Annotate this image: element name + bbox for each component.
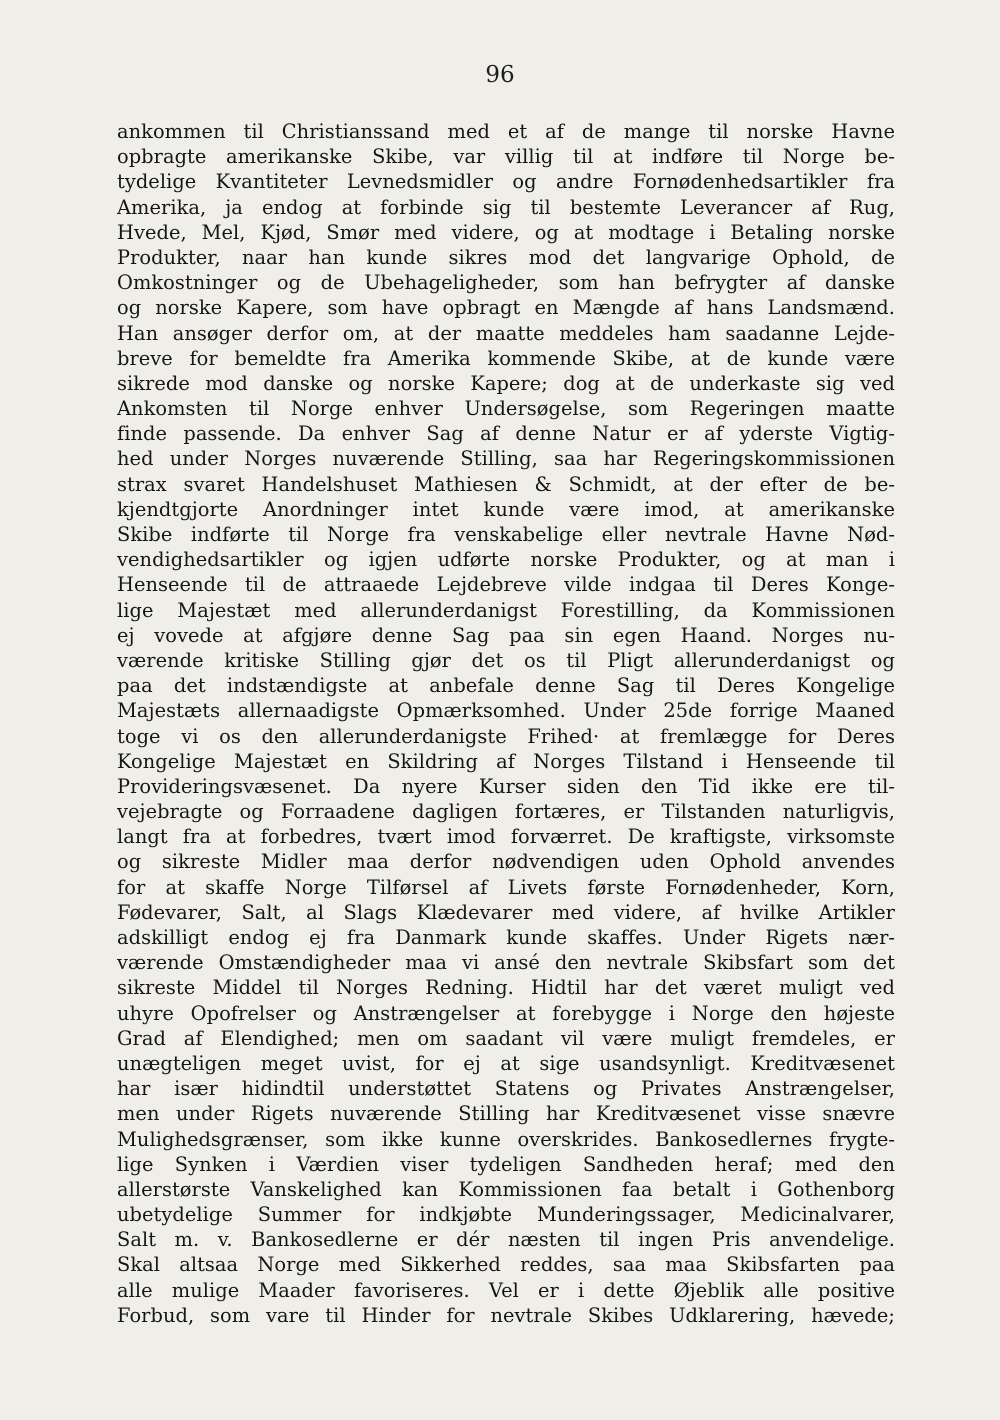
text-line: Skal altsaa Norge med Sikkerhed reddes, saa maa Skibsfarten paa: [117, 1253, 895, 1277]
text-line: finde passende. Da enhver Sag af denne Natur er af yderste Vigtig-: [117, 422, 895, 446]
text-line: Produkter, naar han kunde sikres mod det langvarige Ophold, de: [117, 245, 895, 269]
text-line: lige Majestæt med allerunderdanigst Forestilling, da Kommissionen: [117, 598, 895, 622]
text-line: Forbud, som vare til Hinder for nevtrale Skibes Udklarering, hævede;: [117, 1303, 895, 1327]
text-line: breve for bemeldte fra Amerika kommende Skibe, at de kunde være: [117, 346, 895, 370]
text-line: hed under Norges nuværende Stilling, saa har Regeringskommissionen: [117, 447, 895, 471]
text-line: Ankomsten til Norge enhver Undersøgelse, som Regeringen maatte: [117, 397, 895, 421]
text-line: adskilligt endog ej fra Danmark kunde skaffes. Under Rigets nær-: [117, 926, 895, 949]
text-line: ej vovede at afgjøre denne Sag paa sin egen Haand. Norges nu-: [117, 623, 895, 647]
text-line: Majestæts allernaadigste Opmærksomhed. Under 25de forrige Maaned: [117, 699, 895, 723]
text-line: Hvede, Mel, Kjød, Smør med videre, og at modtage i Betaling norske: [117, 220, 895, 244]
text-line: Kongelige Majestæt en Skildring af Norges Tilstand i Henseende til: [117, 749, 895, 773]
text-line: Omkostninger og de Ubehageligheder, som han befrygter af danske: [117, 271, 895, 295]
text-line: tydelige Kvantiteter Levnedsmidler og andre Fornødenhedsartikler fra: [117, 170, 895, 194]
text-line: Fødevarer, Salt, al Slags Klædevarer med videre, af hvilke Artikler: [117, 900, 895, 924]
text-line: Han ansøger derfor om, at der maatte meddeles ham saadanne Lejde-: [117, 321, 895, 345]
text-line: Amerika, ja endog at forbinde sig til bestemte Leverancer af Rug,: [117, 195, 895, 219]
text-line: ankommen til Christianssand med et af de mange til norske Havne: [117, 120, 895, 143]
text-line: Grad af Elendighed; men om saadant vil være muligt fremdeles, er: [117, 1026, 895, 1050]
text-line: værende kritiske Stilling gjør det os til Pligt allerunderdanigst og: [117, 648, 895, 672]
text-line: sikrede mod danske og norske Kapere; dog at de underkaste sig ved: [117, 371, 895, 395]
text-line: Mulighedsgrænser, som ikke kunne overskrides. Bankosedlernes frygte-: [117, 1127, 895, 1151]
text-line: Henseende til de attraaede Lejdebreve vilde indgaa til Deres Konge-: [117, 573, 895, 597]
page-number: 96: [485, 62, 515, 88]
text-line: har især hidindtil understøttet Statens og Privates Anstrængelser,: [117, 1077, 895, 1101]
text-line: allerstørste Vanskelighed kan Kommissionen faa betalt i Gothenborg: [117, 1177, 895, 1201]
text-line: Provideringsvæsenet. Da nyere Kurser siden den Tid ikke ere til-: [117, 774, 895, 798]
text-line: uhyre Opofrelser og Anstrængelser at forebygge i Norge den højeste: [117, 1001, 895, 1025]
text-line: sikreste Middel til Norges Redning. Hidtil har det været muligt ved: [117, 976, 895, 1000]
text-line: ubetydelige Summer for indkjøbte Munderingssager, Medicinalvarer,: [117, 1203, 895, 1227]
text-line: unægteligen meget uvist, for ej at sige usandsynligt. Kreditvæsenet: [117, 1051, 895, 1075]
text-line: alle mulige Maader favoriseres. Vel er i dette Øjeblik alle positive: [117, 1278, 895, 1302]
text-line: toge vi os den allerunderdanigste Frihed· at fremlægge for Deres: [117, 724, 895, 748]
text-line: vendighedsartikler og igjen udførte norske Produkter, og at man i: [117, 548, 895, 572]
text-line: langt fra at forbedres, tvært imod forværret. De kraftigste, virksomste: [117, 825, 895, 849]
text-line: vejebragte og Forraadene dagligen fortæres, er Tilstanden naturligvis,: [117, 800, 895, 824]
text-line: kjendtgjorte Anordninger intet kunde være imod, at amerikanske: [117, 497, 895, 521]
text-line: Skibe indførte til Norge fra venskabelige eller nevtrale Havne Nød-: [117, 523, 895, 546]
text-line: for at skaffe Norge Tilførsel af Livets første Fornødenheder, Korn,: [117, 875, 895, 899]
text-line: paa det indstændigste at anbefale denne Sag til Deres Kongelige: [117, 674, 895, 698]
text-line: strax svaret Handelshuset Mathiesen & Schmidt, at der efter de be-: [117, 472, 895, 496]
text-line: opbragte amerikanske Skibe, var villig til at indføre til Norge be-: [117, 145, 895, 169]
text-line: Salt m. v. Bankosedlerne er dér næsten til ingen Pris anvendelige.: [117, 1228, 895, 1252]
text-line: men under Rigets nuværende Stilling har Kreditvæsenet visse snævre: [117, 1102, 895, 1126]
body-text: [117, 119, 895, 1328]
text-line: værende Omstændigheder maa vi ansé den nevtrale Skibsfart som det: [117, 951, 895, 975]
text-line: og sikreste Midler maa derfor nødvendigen uden Ophold anvendes: [117, 850, 895, 874]
text-line: lige Synken i Værdien viser tydeligen Sandheden heraf; med den: [117, 1152, 895, 1176]
text-line: og norske Kapere, som have opbragt en Mængde af hans Landsmænd.: [117, 296, 895, 320]
